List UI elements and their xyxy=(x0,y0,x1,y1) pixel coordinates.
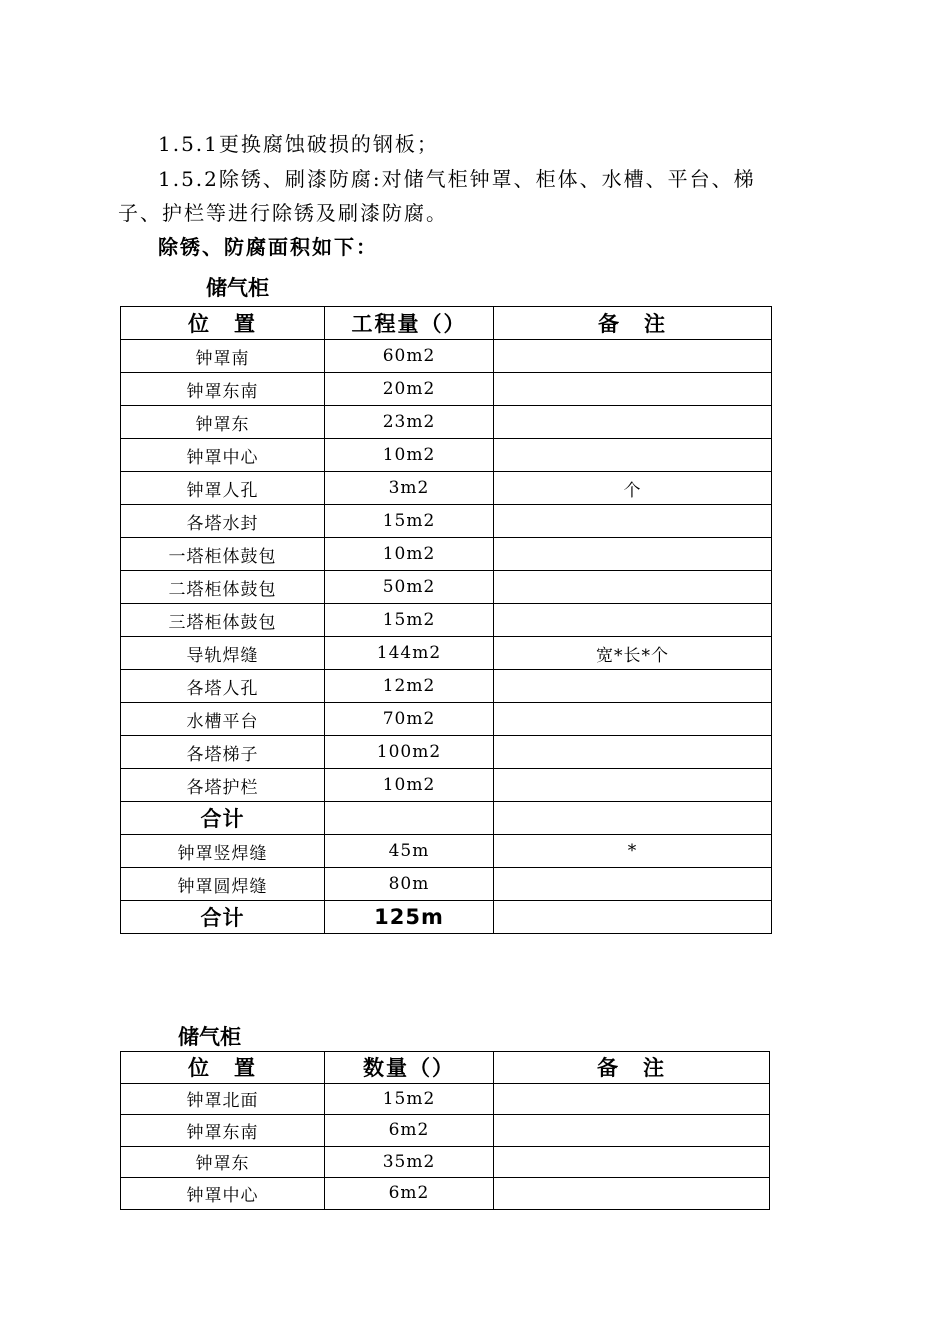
table-row-cell-2: 6m2 xyxy=(325,1178,494,1210)
table-header-row xyxy=(121,307,772,340)
table-row-cell-1: 各塔护栏 xyxy=(121,769,325,802)
table-row-cell-3 xyxy=(494,604,772,637)
table-row xyxy=(121,1115,770,1147)
table-row xyxy=(121,703,772,736)
table-header-row-cell-3: 备 注 xyxy=(494,1052,770,1084)
table-row xyxy=(121,505,772,538)
table-row-cell-1: 钟罩东南 xyxy=(121,1115,325,1147)
table-row-cell-2: 80m xyxy=(325,868,494,901)
table-row-cell-1: 二塔柜体鼓包 xyxy=(121,571,325,604)
table-row-cell-3 xyxy=(494,406,772,439)
table1-caption: 储气柜 xyxy=(206,276,269,300)
table-row-cell-2: 35m2 xyxy=(325,1146,494,1178)
table-row-cell-3 xyxy=(494,1178,770,1210)
table-row-cell-2: 12m2 xyxy=(325,670,494,703)
table-row-cell-1: 钟罩圆焊缝 xyxy=(121,868,325,901)
table-row xyxy=(121,736,772,769)
table-row-cell-3 xyxy=(494,868,772,901)
table-row-cell-1: 钟罩东南 xyxy=(121,373,325,406)
table-row-cell-1: 各塔梯子 xyxy=(121,736,325,769)
table-row xyxy=(121,571,772,604)
table-row-cell-3 xyxy=(494,736,772,769)
table-row xyxy=(121,439,772,472)
table-row xyxy=(121,1083,770,1115)
table-row-cell-3 xyxy=(494,340,772,373)
table-row xyxy=(121,868,772,901)
table-row-cell-2: 20m2 xyxy=(325,373,494,406)
table-row-cell-1: 钟罩人孔 xyxy=(121,472,325,505)
table-row-cell-2: 10m2 xyxy=(325,769,494,802)
table-row xyxy=(121,373,772,406)
table-row-cell-3 xyxy=(494,1083,770,1115)
table-row-cell-1: 各塔人孔 xyxy=(121,670,325,703)
subtotal-row-cell-2 xyxy=(325,802,494,835)
table-row-cell-3 xyxy=(494,703,772,736)
table-row-cell-2: 10m2 xyxy=(325,439,494,472)
table-row-cell-1: 一塔柜体鼓包 xyxy=(121,538,325,571)
area-intro-heading: 除锈、防腐面积如下： xyxy=(158,235,378,259)
table-header-row-cell-2: 工程量（） xyxy=(325,307,494,340)
table-row-cell-2: 6m2 xyxy=(325,1115,494,1147)
table-row-cell-3: * xyxy=(494,835,772,868)
table-row xyxy=(121,637,772,670)
quantity-table xyxy=(120,1051,770,1210)
table-row xyxy=(121,406,772,439)
table-row xyxy=(121,1178,770,1210)
derust-area-table xyxy=(120,306,772,934)
paragraph-1-5-2: 1.5.2除锈、刷漆防腐:对储气柜钟罩、柜体、水槽、平台、梯 xyxy=(158,167,756,191)
table-row xyxy=(121,340,772,373)
table-row-cell-3 xyxy=(494,1146,770,1178)
subtotal-row-cell-3 xyxy=(494,802,772,835)
table-row-cell-1: 钟罩东 xyxy=(121,1146,325,1178)
table-row-cell-3: 宽*长*个 xyxy=(494,637,772,670)
table-row-cell-2: 45m xyxy=(325,835,494,868)
table-header-row-cell-1: 位 置 xyxy=(121,307,325,340)
table-row-cell-2: 100m2 xyxy=(325,736,494,769)
table-row-cell-1: 钟罩中心 xyxy=(121,1178,325,1210)
table-row-cell-2: 60m2 xyxy=(325,340,494,373)
table-row-cell-1: 钟罩北面 xyxy=(121,1083,325,1115)
subtotal-row xyxy=(121,802,772,835)
table-row-cell-2: 15m2 xyxy=(325,1083,494,1115)
subtotal-row-cell-1: 合计 xyxy=(121,802,325,835)
table-header-row xyxy=(121,1052,770,1084)
table-row-cell-3 xyxy=(494,373,772,406)
table-header-row-cell-2: 数量（） xyxy=(325,1052,494,1084)
table-row-cell-1: 钟罩南 xyxy=(121,340,325,373)
table-row-cell-2: 144m2 xyxy=(325,637,494,670)
paragraph-1-5-2-continued: 子、护栏等进行除锈及刷漆防腐。 xyxy=(118,201,448,225)
table-row-cell-1: 钟罩竖焊缝 xyxy=(121,835,325,868)
table-row xyxy=(121,538,772,571)
table-row-cell-2: 15m2 xyxy=(325,604,494,637)
table-row-cell-3 xyxy=(494,571,772,604)
table-row-cell-3 xyxy=(494,538,772,571)
table-header-row-cell-1: 位 置 xyxy=(121,1052,325,1084)
table-row xyxy=(121,670,772,703)
table-row xyxy=(121,835,772,868)
table-row xyxy=(121,472,772,505)
table-row-cell-1: 水槽平台 xyxy=(121,703,325,736)
table-row xyxy=(121,769,772,802)
table-row-cell-3 xyxy=(494,1115,770,1147)
total-row-cell-1: 合计 xyxy=(121,901,325,934)
table-row-cell-1: 导轨焊缝 xyxy=(121,637,325,670)
table-row-cell-3 xyxy=(494,439,772,472)
table-row-cell-3: 个 xyxy=(494,472,772,505)
paragraph-1-5-1: 1.5.1更换腐蚀破损的钢板； xyxy=(158,132,439,156)
table-row-cell-1: 钟罩中心 xyxy=(121,439,325,472)
table-row-cell-1: 三塔柜体鼓包 xyxy=(121,604,325,637)
total-row-cell-3 xyxy=(494,901,772,934)
table-row-cell-3 xyxy=(494,670,772,703)
table2-caption: 储气柜 xyxy=(178,1025,241,1049)
table-header-row-cell-3: 备 注 xyxy=(494,307,772,340)
table-row-cell-3 xyxy=(494,505,772,538)
table-row-cell-2: 3m2 xyxy=(325,472,494,505)
table-row-cell-1: 钟罩东 xyxy=(121,406,325,439)
total-row xyxy=(121,901,772,934)
table-row-cell-2: 70m2 xyxy=(325,703,494,736)
table-row-cell-2: 23m2 xyxy=(325,406,494,439)
total-row-cell-2: 125m xyxy=(325,901,494,934)
table-row-cell-3 xyxy=(494,769,772,802)
table-row-cell-2: 50m2 xyxy=(325,571,494,604)
table-row xyxy=(121,1146,770,1178)
table-row-cell-2: 15m2 xyxy=(325,505,494,538)
table-row xyxy=(121,604,772,637)
table-row-cell-2: 10m2 xyxy=(325,538,494,571)
table-row-cell-1: 各塔水封 xyxy=(121,505,325,538)
